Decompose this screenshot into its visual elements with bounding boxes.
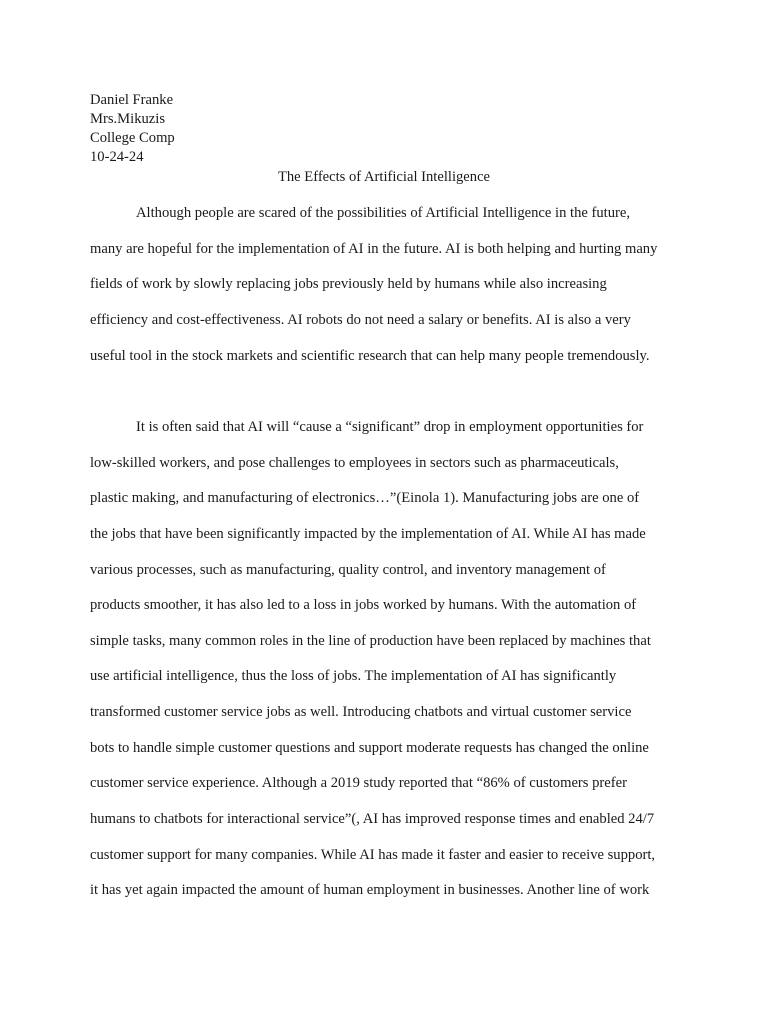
paragraph-2-line: bots to handle simple customer questions and support moderate requests has changed the online [90, 740, 649, 756]
paragraph-1-line: fields of work by slowly replacing jobs previously held by humans while also increasing [90, 276, 607, 292]
paragraph-2-line: the jobs that have been significantly impacted by the implementation of AI. While AI has made [90, 526, 646, 542]
paragraph-1-line: efficiency and cost-effectiveness. AI robots do not need a salary or benefits. AI is also a very [90, 312, 631, 328]
paragraph-2-line: humans to chatbots for interactional service”(, AI has improved response times and enabled 24/7 [90, 811, 655, 827]
paragraph-1-line: many are hopeful for the implementation of AI in the future. AI is both helping and hurting many [90, 241, 658, 257]
paragraph-2-line: use artificial intelligence, thus the loss of jobs. The implementation of AI has significantly [90, 668, 617, 684]
paragraph-2-line: customer support for many companies. While AI has made it faster and easier to receive support, [90, 847, 656, 863]
paragraph-2-line: transformed customer service jobs as well. Introducing chatbots and virtual customer service [90, 704, 632, 720]
paragraph-1-line: useful tool in the stock markets and scientific research that can help many people tremendously. [90, 348, 650, 364]
paragraph-2-line: plastic making, and manufacturing of electronics…”(Einola 1). Manufacturing jobs are one of [90, 490, 640, 506]
teacher-name: Mrs.Mikuzis [90, 111, 165, 127]
author-name: Daniel Franke [90, 92, 174, 108]
paragraph-2-line: products smoother, it has also led to a loss in jobs worked by humans. With the automation of [90, 597, 637, 613]
paragraph-2-line: low-skilled workers, and pose challenges to employees in sectors such as pharmaceuticals, [90, 455, 619, 471]
paragraph-1-line: Although people are scared of the possibilities of Artificial Intelligence in the future, [136, 205, 631, 221]
paragraph-2-line: customer service experience. Although a 2019 study reported that “86% of customers prefer [90, 775, 627, 791]
paragraph-2-line: simple tasks, many common roles in the line of production have been replaced by machines that [90, 633, 651, 649]
document-date: 10-24-24 [90, 149, 144, 165]
course-name: College Comp [90, 130, 175, 146]
paragraph-2-line: various processes, such as manufacturing, quality control, and inventory management of [90, 562, 606, 578]
document-title: The Effects of Artificial Intelligence [277, 169, 491, 185]
paragraph-2-line: it has yet again impacted the amount of human employment in businesses. Another line of work [90, 882, 650, 898]
paragraph-2-line: It is often said that AI will “cause a “significant” drop in employment opportunities for [136, 419, 644, 435]
